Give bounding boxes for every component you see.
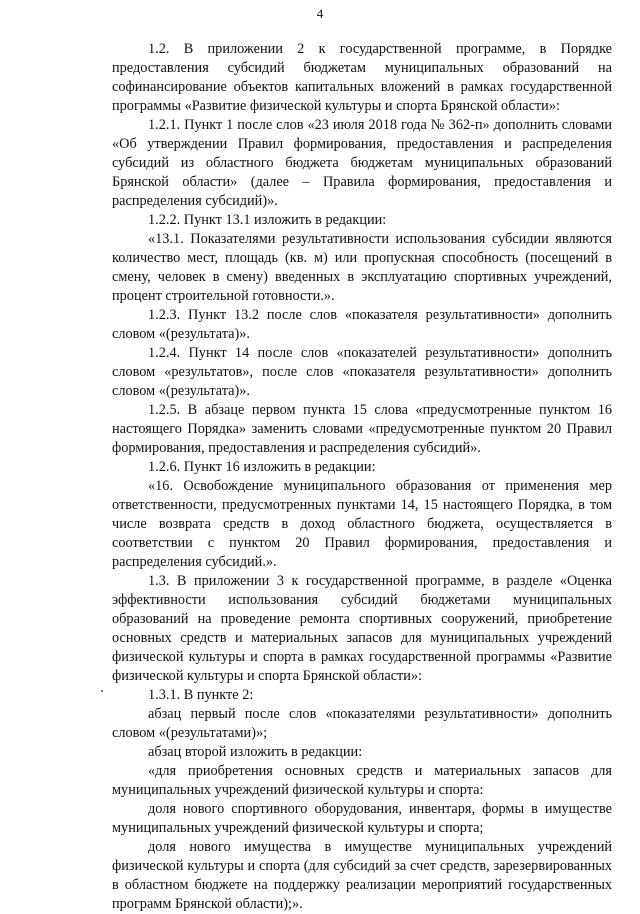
paragraph-16-quote: «16. Освобождение муниципального образования от применения мер ответственности, предусмотренных пунктами 14, 15 настоящего Порядка, в том числе возврата средств в доход областного бюджета, осуществляется в соответствии с пунктом 20 Правил формирования, предоставления и распределения субсидий.». — [112, 478, 612, 570]
document-body — [112, 40, 612, 914]
paragraph-abzac-1: абзац первый после слов «показателями результативности» дополнить словом «(результатами)»; — [112, 706, 612, 741]
paragraph-1-2-5: 1.2.5. В абзаце первом пункта 15 слова «предусмотренные пунктом 16 настоящего Порядка» заменить словами «предусмотренные пунктом 20 Правил формирования, предоставления и распределения субсидий». — [112, 402, 612, 456]
paragraph-1-2-6: 1.2.6. Пункт 16 изложить в редакции: — [148, 459, 376, 475]
scan-artifact-dot — [101, 690, 103, 692]
paragraph-1-2-2: 1.2.2. Пункт 13.1 изложить в редакции: — [148, 212, 387, 228]
paragraph-1-2-1: 1.2.1. Пункт 1 после слов «23 июля 2018 года № 362-п» дополнить словами «Об утверждении Правил формирования, предоставления и распределения субсидий из областного бюджета бюджетам муниципальных образований Брянской области» (далее – Правила формирования, предоставления и распределения субсидий)». — [112, 117, 612, 209]
paragraph-1-3-1: 1.3.1. В пункте 2: — [148, 687, 254, 703]
paragraph-quote-acquisition: «для приобретения основных средств и материальных запасов для муниципальных учреждений физической культуры и спорта: — [112, 763, 612, 798]
paragraph-13-1-quote: «13.1. Показателями результативности использования субсидии являются количество мест, площадь (кв. м) или пропускная способность (посещений в смену, человек в смену) введенных в эксплуатацию спортивных учреждений, процент строительной готовности.». — [112, 231, 612, 304]
paragraph-1-3: 1.3. В приложении 3 к государственной программе, в разделе «Оценка эффективности использования субсидий бюджетами муниципальных образований на проведение ремонта спортивных сооружений, приобретение основных средств и материальных запасов для муниципальных учреждений физической культуры и спорта в рамках государственной программы «Развитие физической культуры и спорта Брянской области»: — [112, 573, 612, 684]
paragraph-1-2: 1.2. В приложении 2 к государственной программе, в Порядке предоставления субсидий бюджетам муниципальных образований на софинансирование объектов капитальных вложений в рамках государственной программы «Развитие физической культуры и спорта Брянской области»: — [112, 41, 612, 114]
paragraph-share-equipment: доля нового спортивного оборудования, инвентаря, формы в имуществе муниципальных учреждений физической культуры и спорта; — [112, 801, 612, 836]
page-number: 4 — [316, 6, 324, 21]
paragraph-1-2-3: 1.2.3. Пункт 13.2 после слов «показателя результативности» дополнить словом «(результата)». — [112, 307, 612, 342]
paragraph-1-2-4: 1.2.4. Пункт 14 после слов «показателей результативности» дополнить словом «результатов», после слов «показателя результативности» дополнить словом «(результата)». — [112, 345, 612, 399]
paragraph-abzac-2: абзац второй изложить в редакции: — [148, 744, 363, 760]
paragraph-share-property: доля нового имущества в имуществе муниципальных учреждений физической культуры и спорта (для субсидий за счет средств, зарезервированных в областном бюджете на поддержку реализации мероприятий государственных программ Брянской области);». — [112, 839, 612, 912]
